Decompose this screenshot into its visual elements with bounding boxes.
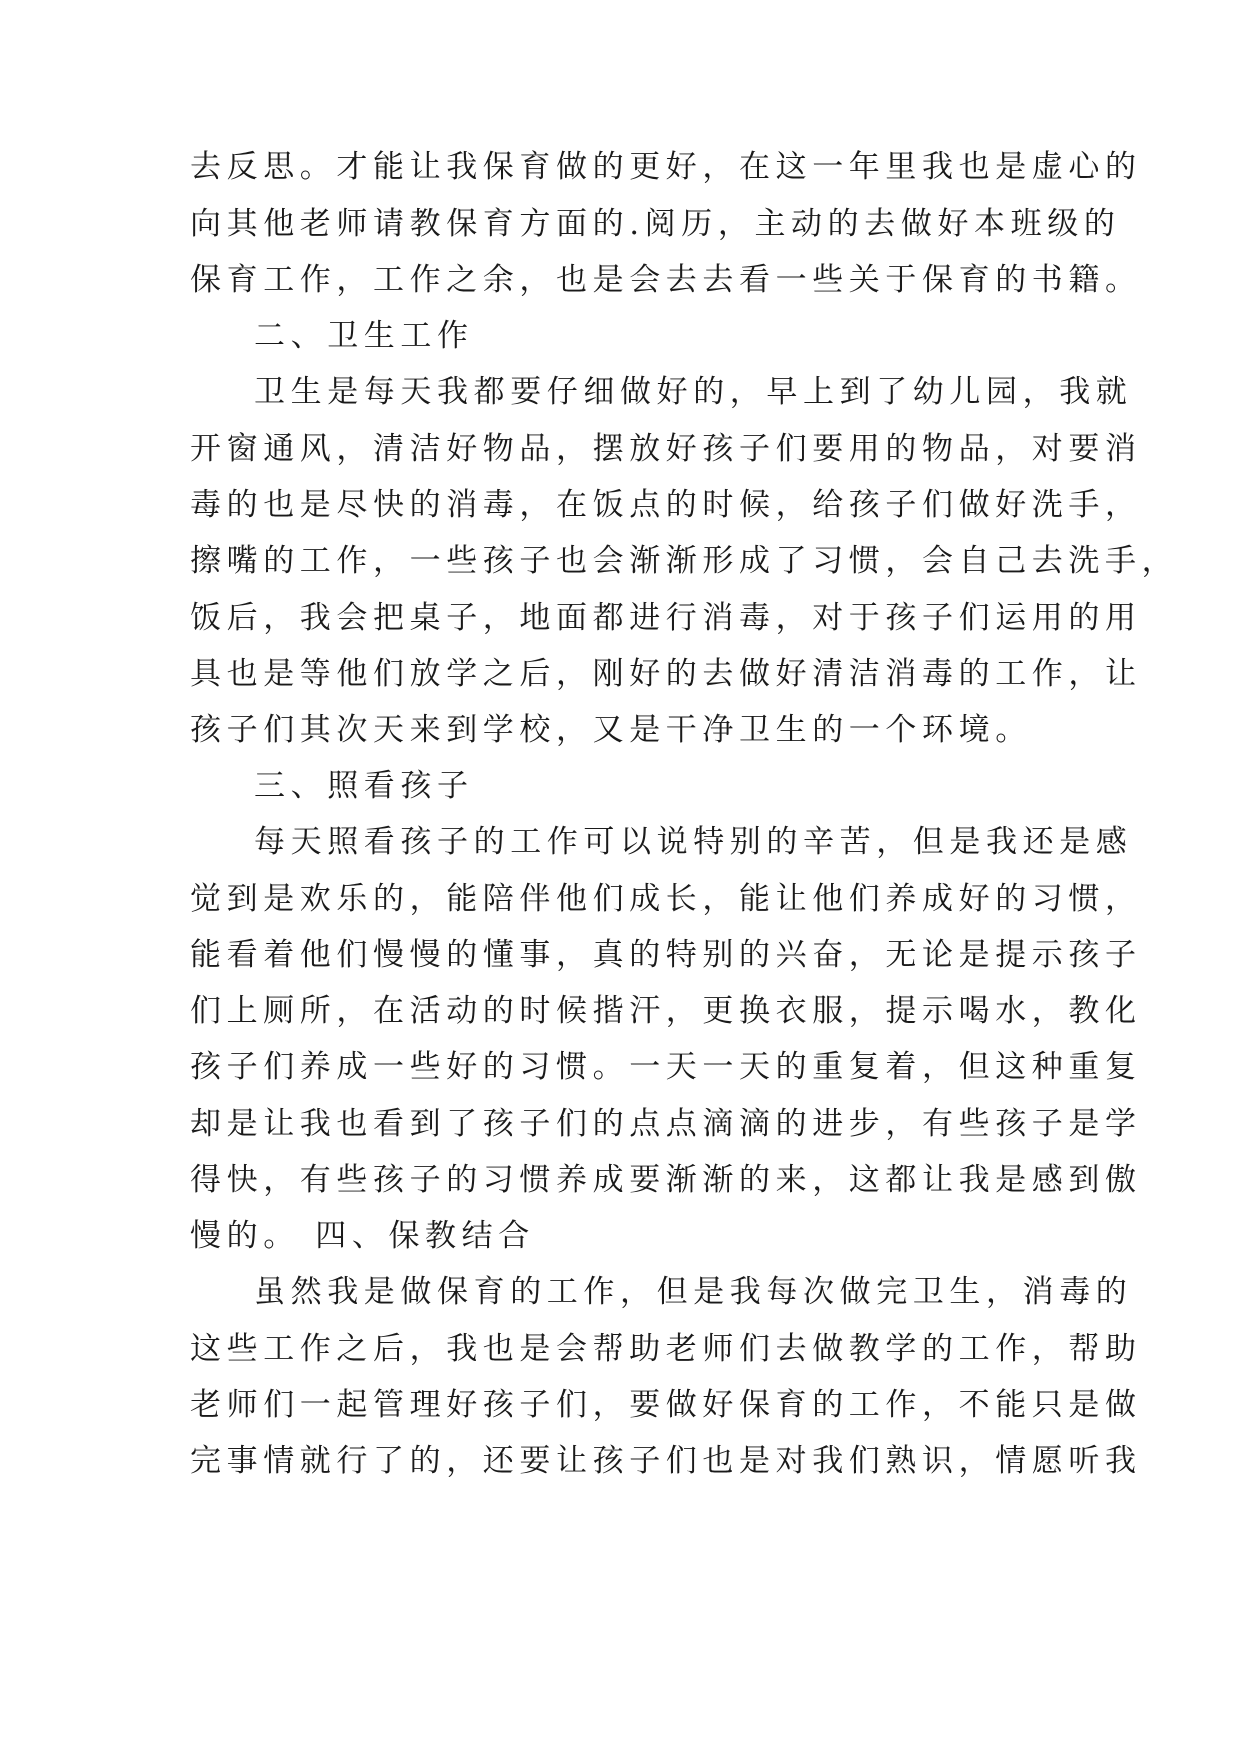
paragraph-line: 却是让我也看到了孩子们的点点滴滴的进步，有些孩子是学 [190, 1106, 1142, 1142]
paragraph-line: 能看着他们慢慢的懂事，真的特别的兴奋，无论是提示孩子 [190, 937, 1142, 973]
paragraph-line: 卫生是每天我都要仔细做好的，早上到了幼儿园，我就 [254, 374, 1133, 410]
paragraph-line: 慢的。 四、保教结合 [190, 1218, 535, 1254]
paragraph-line: 保育工作，工作之余，也是会去去看一些关于保育的书籍。 [190, 262, 1142, 298]
paragraph-line: 老师们一起管理好孩子们，要做好保育的工作，不能只是做 [190, 1387, 1142, 1423]
paragraph-line: 虽然我是做保育的工作，但是我每次做完卫生，消毒的 [254, 1274, 1133, 1310]
paragraph-line: 完事情就行了的，还要让孩子们也是对我们熟识，情愿听我 [190, 1443, 1142, 1479]
paragraph-line: 每天照看孩子的工作可以说特别的辛苦，但是我还是感 [254, 824, 1133, 860]
paragraph-line: 毒的也是尽快的消毒，在饭点的时候，给孩子们做好洗手， [190, 487, 1142, 523]
paragraph-line: 开窗通风，清洁好物品，摆放好孩子们要用的物品，对要消 [190, 431, 1142, 467]
paragraph-line: 孩子们养成一些好的习惯。一天一天的重复着，但这种重复 [190, 1049, 1142, 1085]
paragraph-line: 觉到是欢乐的，能陪伴他们成长，能让他们养成好的习惯， [190, 881, 1142, 917]
paragraph-line: 孩子们其次天来到学校，又是干净卫生的一个环境。 [190, 712, 1032, 748]
paragraph-line: 具也是等他们放学之后，刚好的去做好清洁消毒的工作，让 [190, 656, 1142, 692]
paragraph-line: 饭后，我会把桌子，地面都进行消毒，对于孩子们运用的用 [190, 600, 1142, 636]
paragraph-line: 这些工作之后，我也是会帮助老师们去做教学的工作，帮助 [190, 1331, 1142, 1367]
paragraph-line: 擦嘴的工作，一些孩子也会渐渐形成了习惯，会自己去洗手， [190, 543, 1179, 579]
paragraph-line: 去反思。才能让我保育做的更好，在这一年里我也是虚心的 [190, 149, 1142, 185]
paragraph-line: 向其他老师请教保育方面的.阅历，主动的去做好本班级的 [190, 206, 1121, 242]
section-heading: 二、卫生工作 [254, 318, 474, 354]
paragraph-line: 得快，有些孩子的习惯养成要渐渐的来，这都让我是感到傲 [190, 1162, 1142, 1198]
paragraph-line: 们上厕所，在活动的时候揩汗，更换衣服，提示喝水，教化 [190, 993, 1142, 1029]
section-heading: 三、照看孩子 [254, 768, 474, 804]
